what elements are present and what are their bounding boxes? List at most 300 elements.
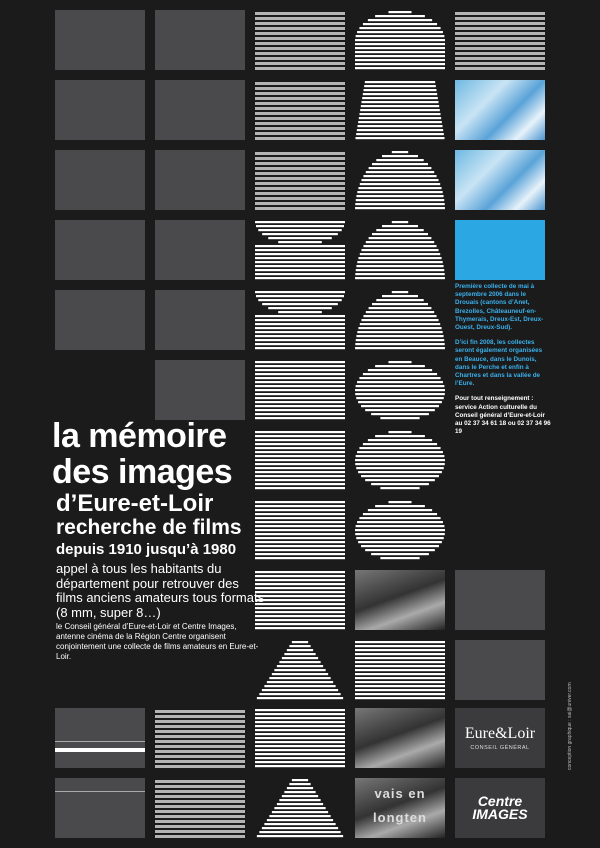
scanline bbox=[355, 681, 445, 683]
scanline bbox=[255, 557, 345, 559]
thin-stripe bbox=[55, 741, 145, 742]
scanline bbox=[255, 365, 345, 367]
scanline bbox=[360, 323, 440, 325]
scanline bbox=[355, 533, 445, 535]
grid-tile bbox=[155, 150, 245, 210]
scanline bbox=[355, 203, 444, 205]
scanline bbox=[255, 463, 345, 465]
scanline bbox=[255, 393, 345, 395]
scanline bbox=[357, 129, 443, 131]
scanline bbox=[357, 261, 442, 263]
scanline bbox=[363, 93, 437, 95]
scanline bbox=[355, 677, 445, 679]
scanline bbox=[255, 533, 345, 535]
grid-tile bbox=[455, 640, 545, 700]
scanline bbox=[356, 397, 444, 399]
scanline bbox=[356, 335, 443, 337]
scanline bbox=[255, 249, 345, 251]
scanline-graphic bbox=[355, 640, 445, 700]
scanline bbox=[355, 653, 445, 655]
centre-images-wordmark-1: Centre bbox=[477, 793, 523, 809]
scanline bbox=[255, 323, 345, 325]
scanline bbox=[356, 537, 444, 539]
film-photo-tile bbox=[355, 708, 445, 768]
scanline bbox=[357, 521, 443, 523]
centre-images-logo bbox=[455, 778, 545, 838]
scanline bbox=[255, 729, 345, 731]
scanline bbox=[355, 389, 445, 391]
scanline bbox=[255, 571, 345, 573]
scanline bbox=[268, 237, 332, 239]
scanline bbox=[358, 327, 441, 329]
scanline-tile bbox=[255, 290, 345, 350]
scanline bbox=[382, 155, 418, 157]
scanline bbox=[255, 479, 345, 481]
scanline bbox=[358, 471, 442, 473]
scanline bbox=[255, 405, 345, 407]
scanline bbox=[364, 89, 437, 91]
scanline bbox=[392, 221, 408, 223]
film-frame-tile bbox=[355, 778, 445, 838]
scanline bbox=[255, 753, 345, 755]
scanline bbox=[255, 509, 345, 511]
scanline bbox=[355, 55, 445, 57]
scanline bbox=[256, 225, 344, 227]
scanline bbox=[255, 537, 345, 539]
scanline bbox=[262, 827, 338, 829]
film-photo-tile bbox=[255, 150, 345, 210]
scanline bbox=[359, 27, 440, 29]
scanline bbox=[363, 513, 437, 515]
scanline bbox=[255, 413, 345, 415]
scanline bbox=[355, 669, 445, 671]
grid-tile bbox=[155, 220, 245, 280]
scanline bbox=[361, 475, 439, 477]
scanline bbox=[361, 179, 438, 181]
scanline bbox=[365, 479, 435, 481]
scanline bbox=[363, 315, 436, 317]
scanline bbox=[278, 311, 322, 313]
scanline-tile bbox=[255, 570, 345, 630]
scanline bbox=[287, 787, 313, 789]
scanline-tile bbox=[255, 640, 345, 700]
scanline bbox=[366, 241, 434, 243]
scanline bbox=[355, 347, 445, 349]
scanline bbox=[376, 299, 423, 301]
grid-tile bbox=[155, 10, 245, 70]
scanline bbox=[255, 529, 345, 531]
scanline bbox=[269, 677, 330, 679]
scanline bbox=[255, 451, 345, 453]
scanline bbox=[368, 369, 432, 371]
scanline bbox=[355, 207, 445, 209]
appeal-text: appel à tous les habitants du département pour retrouver des films anciens amateurs tous formats (8 mm, super 8…) bbox=[56, 561, 265, 620]
scanline bbox=[369, 307, 432, 309]
scanline bbox=[362, 101, 439, 103]
scanline bbox=[267, 819, 333, 821]
scanline bbox=[282, 657, 318, 659]
scanline bbox=[255, 587, 345, 589]
scanline bbox=[277, 665, 323, 667]
scanline bbox=[356, 137, 445, 139]
scanline bbox=[279, 799, 320, 801]
scanline bbox=[255, 741, 345, 743]
scanline bbox=[376, 159, 423, 161]
scanline bbox=[382, 295, 418, 297]
scanline-tile bbox=[355, 150, 445, 210]
scanline bbox=[255, 455, 345, 457]
scanline bbox=[375, 15, 425, 17]
scanline bbox=[255, 277, 345, 279]
scanline bbox=[289, 645, 310, 647]
scanline bbox=[360, 253, 440, 255]
scanline bbox=[255, 467, 345, 469]
scanline bbox=[355, 645, 445, 647]
scanline bbox=[255, 265, 345, 267]
scanline bbox=[255, 253, 345, 255]
scanline bbox=[258, 229, 341, 231]
scanline bbox=[392, 151, 408, 153]
scanline bbox=[255, 319, 345, 321]
scanline bbox=[368, 439, 432, 441]
scanline bbox=[357, 31, 443, 33]
scanline bbox=[255, 389, 345, 391]
scanline bbox=[255, 583, 345, 585]
scanline bbox=[255, 717, 345, 719]
scanline-graphic bbox=[355, 290, 445, 350]
design-credit: conception graphique : sai@univer.com bbox=[567, 682, 573, 770]
scanline-graphic bbox=[255, 778, 345, 838]
scanline bbox=[255, 521, 345, 523]
scanline bbox=[292, 779, 308, 781]
grid-tile bbox=[55, 708, 145, 768]
scanline bbox=[371, 413, 429, 415]
scanline bbox=[355, 697, 445, 699]
scanline bbox=[255, 721, 345, 723]
thin-stripe bbox=[55, 791, 145, 792]
scanline bbox=[361, 105, 439, 107]
scanline bbox=[257, 697, 343, 699]
scanline bbox=[255, 439, 345, 441]
scanline bbox=[356, 265, 443, 267]
scanline bbox=[361, 319, 438, 321]
scanline bbox=[375, 505, 425, 507]
scanline bbox=[278, 241, 322, 243]
scanline bbox=[255, 725, 345, 727]
scanline bbox=[289, 783, 310, 785]
blue-tile bbox=[455, 220, 545, 280]
scanline bbox=[355, 67, 445, 69]
scanline bbox=[255, 733, 345, 735]
side-contact-info: Pour tout renseignement : service Action culturelle du Conseil général d’Eure-et-Loir au 02 37 34 61 18 ou 02 37 34 96 19 bbox=[455, 395, 551, 436]
scanline bbox=[355, 273, 444, 275]
scanline bbox=[368, 19, 432, 21]
scanline bbox=[365, 549, 435, 551]
scanline bbox=[365, 81, 435, 83]
scanline bbox=[267, 681, 333, 683]
scanline bbox=[375, 365, 425, 367]
scanline bbox=[372, 303, 428, 305]
scanline bbox=[272, 673, 328, 675]
scanline bbox=[355, 529, 445, 531]
scanline bbox=[355, 685, 445, 687]
scanline bbox=[366, 171, 434, 173]
scanline bbox=[255, 257, 345, 259]
scanline bbox=[264, 685, 335, 687]
scanline bbox=[356, 269, 444, 271]
scanline-graphic bbox=[255, 640, 345, 700]
title-search: recherche de films bbox=[56, 516, 242, 539]
scanline-graphic bbox=[355, 500, 445, 560]
grid-tile bbox=[155, 80, 245, 140]
scanline-tile bbox=[355, 640, 445, 700]
scanline bbox=[255, 385, 345, 387]
scanline bbox=[355, 343, 444, 345]
scanline bbox=[355, 43, 445, 45]
scanline-tile bbox=[355, 220, 445, 280]
grid-tile bbox=[55, 220, 145, 280]
scanline bbox=[255, 331, 345, 333]
scanline-graphic bbox=[355, 220, 445, 280]
scanline-tile bbox=[255, 360, 345, 420]
scanline bbox=[365, 409, 435, 411]
scanline bbox=[380, 487, 419, 489]
scanline bbox=[358, 541, 442, 543]
scanline bbox=[357, 331, 442, 333]
scanline bbox=[255, 757, 345, 759]
scanline-tile bbox=[355, 360, 445, 420]
scanline bbox=[255, 269, 345, 271]
scanline bbox=[360, 113, 441, 115]
scanline bbox=[358, 257, 441, 259]
scanline bbox=[255, 591, 345, 593]
conseil-general-label: CONSEIL GÉNÉRAL bbox=[470, 745, 530, 751]
scanline bbox=[366, 311, 434, 313]
scanline bbox=[272, 811, 328, 813]
scanline-tile bbox=[255, 430, 345, 490]
side-collection-dates: Première collecte de mai à septembre 2006 dans le Drouais (cantons d’Anet, Brezolles, Châteauneuf-en-Thymerais, Dreux-Est, Dreux-Ouest, Dreux-Sud). bbox=[455, 283, 544, 332]
poster-title bbox=[52, 418, 232, 490]
scanline bbox=[356, 467, 444, 469]
scanline bbox=[364, 85, 436, 87]
scanline bbox=[255, 327, 345, 329]
scanline bbox=[255, 623, 345, 625]
scanline bbox=[363, 443, 437, 445]
scanline-tile bbox=[355, 80, 445, 140]
scanline bbox=[255, 575, 345, 577]
scanline bbox=[279, 661, 320, 663]
scanline bbox=[255, 291, 345, 293]
scanline-tile bbox=[355, 10, 445, 70]
scanline bbox=[255, 377, 345, 379]
scanline bbox=[355, 673, 445, 675]
scanline bbox=[363, 23, 437, 25]
scanline bbox=[356, 35, 445, 37]
scanline bbox=[255, 709, 345, 711]
scanline bbox=[269, 815, 330, 817]
scanline bbox=[255, 471, 345, 473]
scanline-graphic bbox=[255, 708, 345, 768]
scanline bbox=[268, 307, 332, 309]
scanline bbox=[359, 117, 441, 119]
scanline bbox=[355, 393, 445, 395]
scanline bbox=[392, 291, 408, 293]
scanline bbox=[255, 475, 345, 477]
scanline bbox=[255, 615, 345, 617]
scanline bbox=[360, 183, 440, 185]
scanline bbox=[355, 459, 445, 461]
scanline-graphic bbox=[355, 360, 445, 420]
scanline bbox=[355, 693, 445, 695]
scanline bbox=[369, 237, 432, 239]
scanline bbox=[255, 627, 345, 629]
scanline bbox=[255, 447, 345, 449]
scanline bbox=[255, 579, 345, 581]
scanline bbox=[355, 47, 445, 49]
grid-tile bbox=[155, 360, 245, 420]
scanline bbox=[358, 187, 441, 189]
scanline bbox=[356, 133, 444, 135]
grid-tile bbox=[155, 290, 245, 350]
film-photo-tile bbox=[155, 708, 245, 768]
grid-tile bbox=[55, 290, 145, 350]
title-region: d’Eure-et-Loir bbox=[56, 490, 214, 517]
sky-photo-tile bbox=[455, 150, 545, 210]
scanline bbox=[255, 607, 345, 609]
scanline bbox=[255, 417, 345, 419]
scanline bbox=[255, 431, 345, 433]
scanline bbox=[360, 109, 440, 111]
scanline bbox=[356, 525, 445, 527]
scanline bbox=[382, 225, 418, 227]
title-dates: depuis 1910 jusqu’à 1980 bbox=[56, 541, 237, 558]
scanline bbox=[255, 745, 345, 747]
eure-et-loir-wordmark: Eure&Loir bbox=[464, 725, 536, 742]
scanline-tile bbox=[255, 778, 345, 838]
scanline bbox=[255, 335, 345, 337]
scanline-graphic bbox=[255, 220, 345, 280]
scanline bbox=[255, 525, 345, 527]
scanline bbox=[358, 125, 443, 127]
scanline bbox=[255, 761, 345, 763]
scanline bbox=[358, 121, 442, 123]
scanline bbox=[357, 451, 443, 453]
scanline bbox=[262, 233, 338, 235]
scanline bbox=[371, 483, 429, 485]
white-stripe bbox=[55, 748, 145, 752]
scanline bbox=[255, 401, 345, 403]
scanline bbox=[255, 369, 345, 371]
scanline bbox=[255, 435, 345, 437]
scanline-tile bbox=[255, 220, 345, 280]
scanline-graphic bbox=[255, 500, 345, 560]
film-caption-line2: longten bbox=[373, 810, 427, 825]
scanline bbox=[355, 59, 445, 61]
scanline bbox=[359, 447, 440, 449]
scanline bbox=[255, 505, 345, 507]
scanline bbox=[355, 51, 445, 53]
scanline bbox=[255, 501, 345, 503]
scanline bbox=[274, 807, 325, 809]
scanline bbox=[355, 39, 445, 41]
scanline bbox=[256, 295, 344, 297]
scanline-graphic bbox=[255, 290, 345, 350]
title-line-2: des images bbox=[52, 453, 233, 491]
scanline bbox=[257, 835, 343, 837]
film-photo-tile bbox=[155, 778, 245, 838]
scanline bbox=[255, 459, 345, 461]
scanline bbox=[259, 693, 340, 695]
scanline bbox=[255, 619, 345, 621]
scanline bbox=[255, 339, 345, 341]
scanline bbox=[355, 641, 445, 643]
scanline bbox=[371, 553, 429, 555]
scanline bbox=[255, 599, 345, 601]
eure-et-loir-logo bbox=[455, 708, 545, 768]
scanline bbox=[259, 831, 340, 833]
scanline bbox=[363, 245, 436, 247]
scanline-graphic bbox=[255, 360, 345, 420]
scanline bbox=[255, 347, 345, 349]
scanline bbox=[255, 361, 345, 363]
scanline bbox=[357, 381, 443, 383]
scanline-graphic bbox=[255, 430, 345, 490]
scanline bbox=[255, 273, 345, 275]
scanline bbox=[388, 501, 411, 503]
scanline bbox=[356, 455, 445, 457]
scanline bbox=[255, 595, 345, 597]
scanline bbox=[255, 315, 345, 317]
scanline bbox=[255, 397, 345, 399]
scanline bbox=[292, 641, 308, 643]
grid-tile bbox=[55, 80, 145, 140]
scanline bbox=[255, 549, 345, 551]
scanline bbox=[363, 373, 437, 375]
grid-tile bbox=[55, 150, 145, 210]
scanline bbox=[376, 229, 423, 231]
scanline bbox=[255, 611, 345, 613]
side-future-collections: D’ici fin 2008, les collectes seront également organisées en Beauce, dans le Dunois, dans le Perche et enfin à Chartres et dans la vallée de l’Eure. bbox=[455, 339, 543, 388]
scanline bbox=[356, 385, 445, 387]
scanline bbox=[361, 405, 439, 407]
scanline bbox=[388, 11, 411, 13]
film-photo-tile bbox=[355, 570, 445, 630]
scanline bbox=[368, 509, 432, 511]
film-photo-tile bbox=[255, 80, 345, 140]
scanline bbox=[355, 689, 445, 691]
scanline bbox=[255, 261, 345, 263]
scanline bbox=[355, 661, 445, 663]
scanline bbox=[262, 303, 338, 305]
scanline bbox=[255, 713, 345, 715]
scanline-graphic bbox=[355, 80, 445, 140]
organizers-text: le Conseil général d’Eure-et-Loir et Centre Images, antenne cinéma de la Région Centre organisent conjointement une collecte de films amateurs en Eure-et-Loir. bbox=[56, 622, 259, 661]
scanline bbox=[380, 557, 419, 559]
scanline bbox=[255, 749, 345, 751]
scanline bbox=[262, 689, 338, 691]
scanline bbox=[255, 545, 345, 547]
scanline bbox=[355, 63, 445, 65]
centre-images-wordmark-2: IMAGES bbox=[472, 806, 528, 822]
scanline bbox=[255, 245, 345, 247]
scanline bbox=[359, 517, 440, 519]
scanline bbox=[357, 191, 442, 193]
scanline bbox=[355, 657, 445, 659]
scanline bbox=[255, 409, 345, 411]
scanline-graphic bbox=[355, 430, 445, 490]
scanline bbox=[264, 823, 335, 825]
scanline-graphic bbox=[355, 150, 445, 210]
